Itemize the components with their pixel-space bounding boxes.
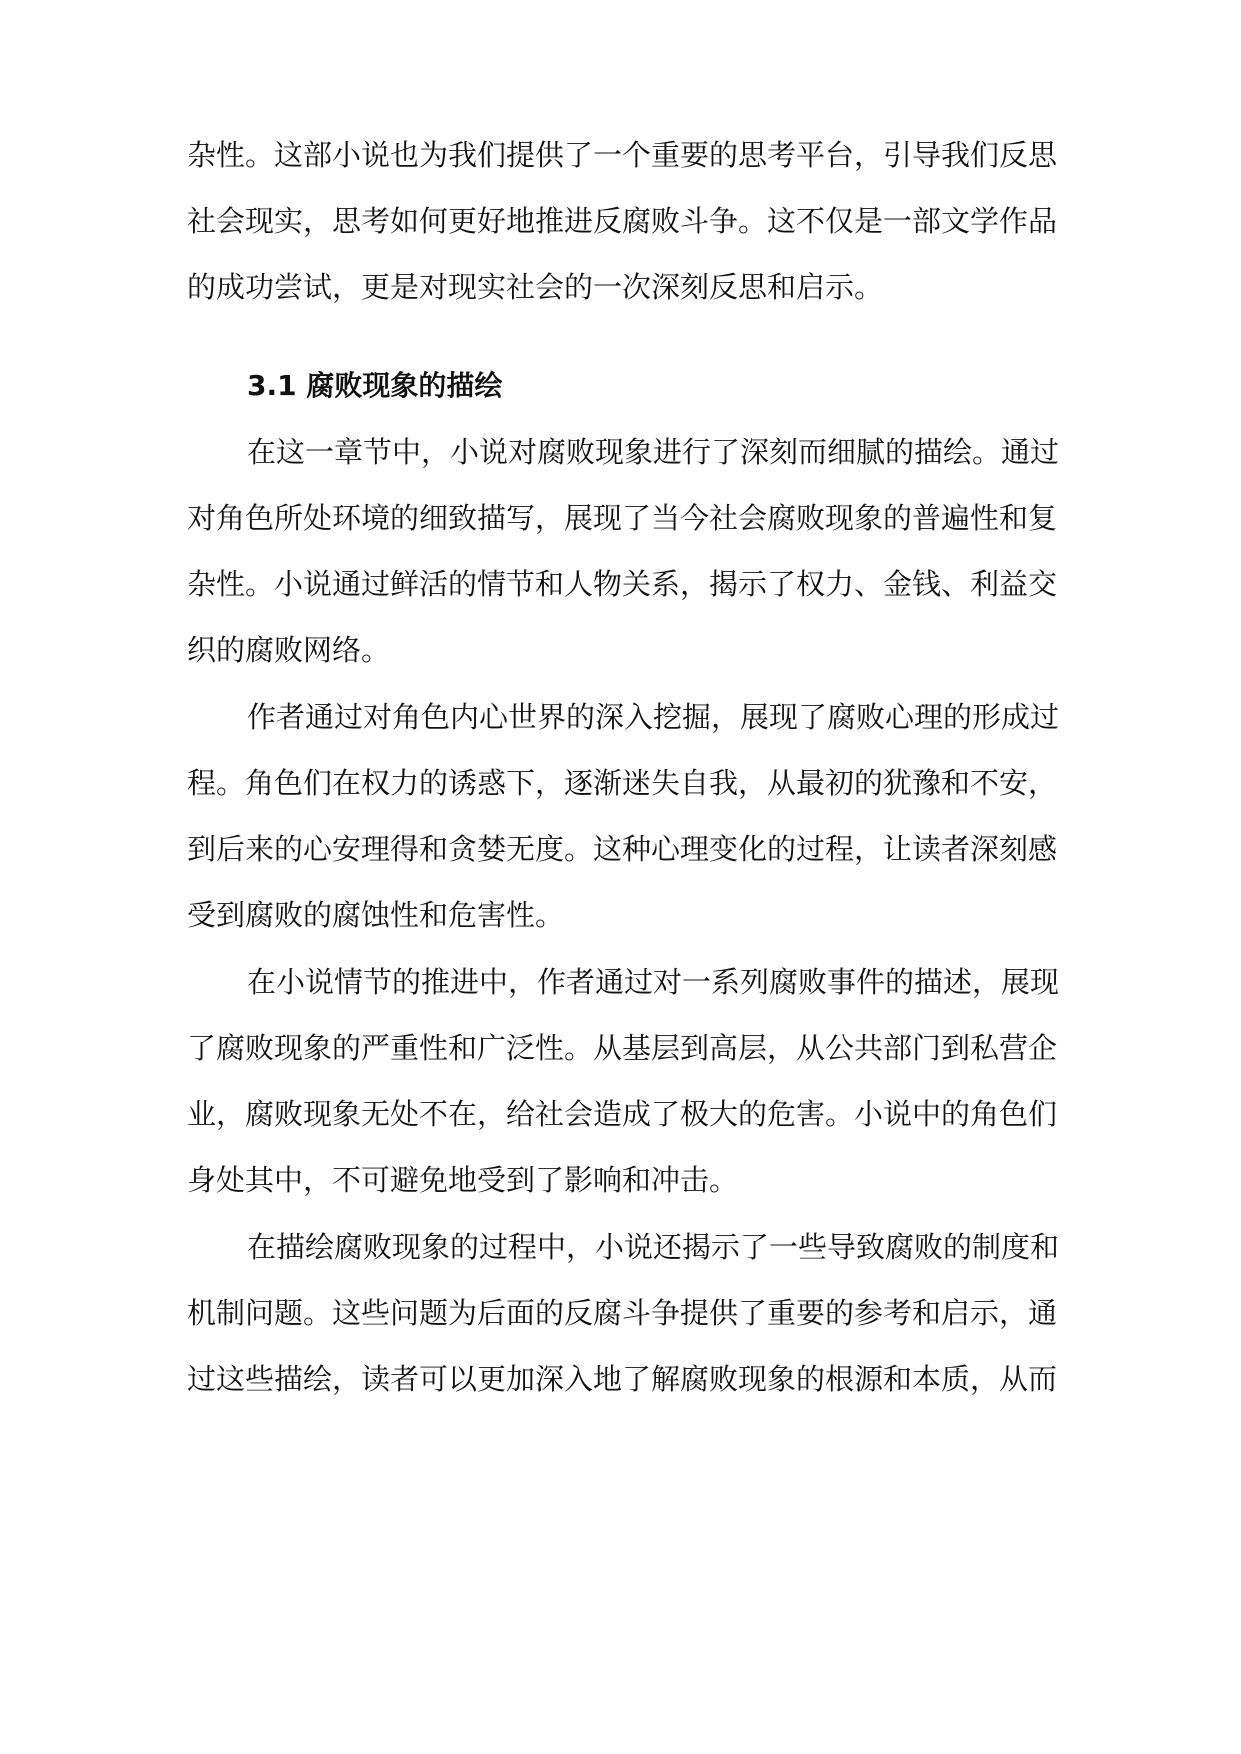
- paragraph-line: 受到腐败的腐蚀性和危害性。: [187, 898, 565, 932]
- paragraph-line: 身处其中，不可避免地受到了影响和冲击。: [187, 1163, 739, 1197]
- paragraph-line: 业，腐败现象无处不在，给社会造成了极大的危害。小说中的角色们: [187, 1097, 1058, 1131]
- paragraph-line: 杂性。这部小说也为我们提供了一个重要的思考平台，引导我们反思: [187, 138, 1058, 172]
- paragraph-line: 对角色所处环境的细致描写，展现了当今社会腐败现象的普遍性和复: [187, 501, 1058, 535]
- section-heading: 3.1 腐败现象的描绘: [247, 369, 503, 402]
- paragraph-line: 织的腐败网络。: [187, 633, 391, 667]
- paragraph-line: 在小说情节的推进中，作者通过对一系列腐败事件的描述，展现: [247, 965, 1060, 999]
- paragraph-line: 杂性。小说通过鲜活的情节和人物关系，揭示了权力、金钱、利益交: [187, 567, 1058, 601]
- paragraph-line: 过这些描绘，读者可以更加深入地了解腐败现象的根源和本质，从而: [187, 1362, 1058, 1396]
- paragraph-line: 了腐败现象的严重性和广泛性。从基层到高层，从公共部门到私营企: [187, 1031, 1058, 1065]
- paragraph-line: 在这一章节中，小说对腐败现象进行了深刻而细腻的描绘。通过: [247, 435, 1060, 469]
- paragraph-line: 的成功尝试，更是对现实社会的一次深刻反思和启示。: [187, 270, 884, 304]
- paragraph-line: 程。角色们在权力的诱惑下，逐渐迷失自我，从最初的犹豫和不安，: [187, 766, 1058, 800]
- paragraph-line: 机制问题。这些问题为后面的反腐斗争提供了重要的参考和启示，通: [187, 1296, 1058, 1330]
- paragraph-line: 作者通过对角色内心世界的深入挖掘，展现了腐败心理的形成过: [247, 700, 1060, 734]
- paragraph-line: 社会现实，思考如何更好地推进反腐败斗争。这不仅是一部文学作品: [187, 204, 1058, 238]
- paragraph-line: 在描绘腐败现象的过程中，小说还揭示了一些导致腐败的制度和: [247, 1230, 1060, 1264]
- paragraph-line: 到后来的心安理得和贪婪无度。这种心理变化的过程，让读者深刻感: [187, 832, 1058, 866]
